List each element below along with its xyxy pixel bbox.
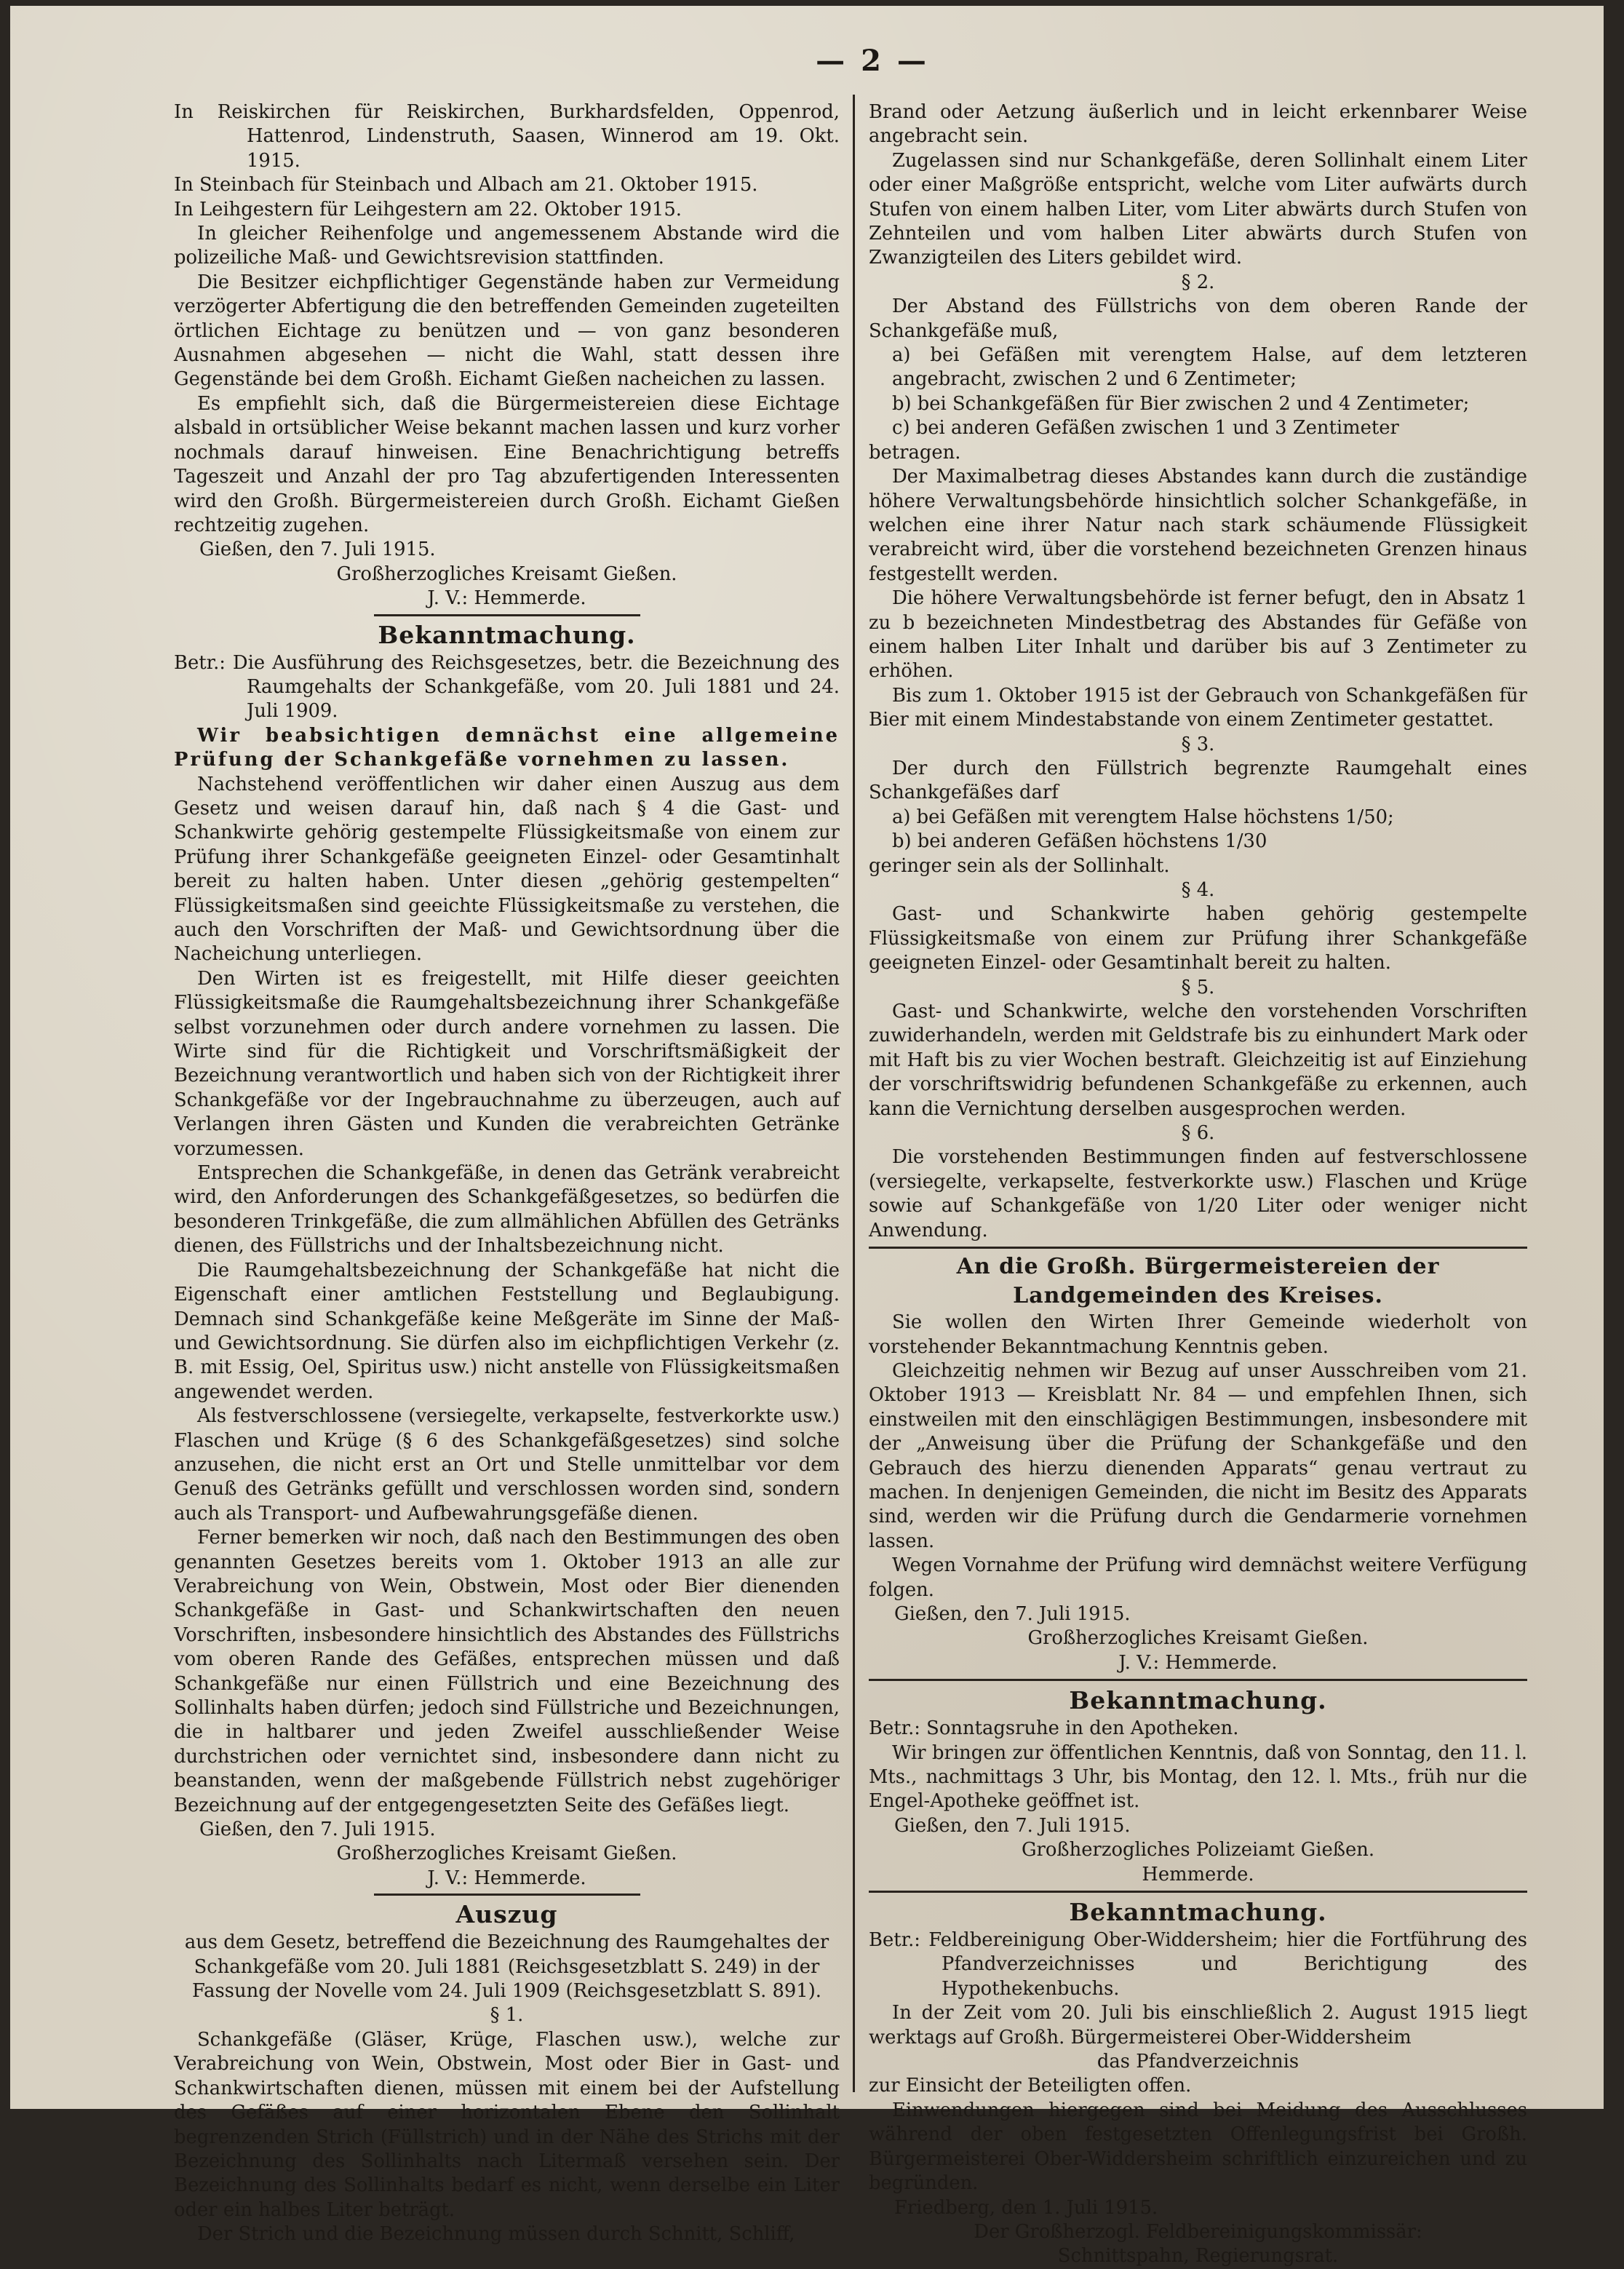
text-paragraph: Hemmerde.	[1142, 1863, 1254, 1885]
text-paragraph: Gießen, den 7. Juli 1915.	[894, 1602, 1131, 1625]
text-paragraph: a) bei Gefäßen mit verengtem Halse, auf dem letzteren angebracht, zwischen 2 und 6 Zentimeter;	[892, 344, 1527, 391]
text-paragraph: Großherzogliches Polizeiamt Gießen.	[1021, 1839, 1375, 1861]
text-paragraph: J. V.: Hemmerde.	[427, 1867, 586, 1889]
text-paragraph: Zugelassen sind nur Schankgefäße, deren Sollinhalt einem Liter oder einer Maßgröße entspricht, welche vom Liter aufwärts durch Stufen von einem halben Liter, vom Liter abwärts durch Stufen von Zehnteilen und vom halben Liter abwärts durch Stufen von Zwanzigteilen des Liters gebildet wird.	[869, 149, 1527, 269]
text-paragraph: betragen.	[869, 441, 961, 464]
text-paragraph: In Steinbach für Steinbach und Albach am 21. Oktober 1915.	[174, 174, 758, 196]
page-number: — 2 —	[816, 44, 929, 78]
text-paragraph: Friedberg, den 1. Juli 1915.	[894, 2196, 1158, 2219]
text-paragraph: J. V.: Hemmerde.	[427, 587, 586, 610]
text-paragraph: Schnittspahn, Regierungsrat.	[1057, 2245, 1339, 2268]
section-heading: Bekanntmachung.	[1069, 1898, 1327, 1927]
section-rule	[374, 614, 640, 616]
section-heading: Bekanntmachung.	[378, 620, 636, 649]
text-paragraph: Der Abstand des Füllstrichs von dem oberen Rande der Schankgefäße muß,	[869, 295, 1527, 342]
text-paragraph: Wir beabsichtigen demnächst eine allgemeine Prüfung der Schankgefäße vornehmen zu lassen.	[174, 724, 840, 771]
text-paragraph: § 5.	[1181, 976, 1215, 998]
text-paragraph: In der Zeit vom 20. Juli bis einschließlich 2. August 1915 liegt werktags auf Großh. Bürgermeisterei Ober-Widdersheim	[869, 2002, 1527, 2049]
newspaper-page	[10, 6, 1604, 2268]
text-paragraph: c) bei anderen Gefäßen zwischen 1 und 3 Zentimeter	[892, 417, 1399, 440]
text-paragraph: § 4.	[1181, 879, 1215, 901]
text-paragraph: Gast- und Schankwirte haben gehörig gestempelte Flüssigkeitsmaße von einem zur Prüfung ihrer Schankgefäße geeigneten Einzel- oder Gesamtinhalt bereit zu halten.	[869, 903, 1527, 974]
text-paragraph: Der durch den Füllstrich begrenzte Raumgehalt eines Schankgefäßes darf	[869, 757, 1527, 804]
section-heading: An die Großh. Bürgermeistereien der Landgemeinden des Kreises.	[956, 1254, 1440, 1309]
text-paragraph: Den Wirten ist es freigestellt, mit Hilfe dieser geeichten Flüssigkeitsmaße die Raumgehaltsbezeichnung ihrer Schankgefäße selbst vorzunehmen oder durch andere vornehmen zu lassen. Die Wirte sind für die Richtigkeit und Vorschriftsmäßigkeit der Bezeichnung verantwortlich und haben sich von der Richtigkeit ihrer Schankgefäße vor der Ingebrauchnahme zu überzeugen, auch auf Verlangen ihren Gästen und Kunden die verabreichten Getränke vorzumessen.	[174, 967, 840, 1160]
column-divider	[853, 95, 855, 2092]
text-paragraph: Gießen, den 7. Juli 1915.	[199, 539, 436, 561]
text-paragraph: Brand oder Aetzung äußerlich und in leicht erkennbarer Weise angebracht sein.	[869, 101, 1527, 148]
left-column	[174, 100, 840, 2246]
text-paragraph: Einwendungen hiergegen sind bei Meidung des Ausschlusses während der oben festgesetzten Offenlegungsfrist bei Großh. Bürgermeisterei Ober-Widdersheim schriftlich einzureichen und zu begründen.	[869, 2099, 1527, 2195]
text-paragraph: Ferner bemerken wir noch, daß nach den Bestimmungen des oben genannten Gesetzes bereits vom 1. Oktober 1913 an alle zur Verabreichung von Wein, Obstwein, Most oder Bier dienenden Schankgefäße in Gast- und Schankwirtschaften den neuen Vorschriften, insbesondere hinsichtlich des Abstandes des Füllstrichs vom oberen Rande des Gefäßes, entsprechen müssen und daß Schankgefäße nur einen Füllstrich und eine Bezeichnung des Sollinhalts haben dürfen; jedoch sind Füllstriche und Bezeichnungen, die in haltbarer und jeden Zweifel ausschließender Weise durchstrichen oder vernichtet sind, insbesondere dann nicht zu beanstanden, wenn der maßgebende Füllstrich nebst zugehöriger Bezeichnung auf der entgegengesetzten Seite des Gefäßes liegt.	[174, 1527, 840, 1816]
text-paragraph: Nachstehend veröffentlichen wir daher einen Auszug aus dem Gesetz und weisen darauf hin, daß nach § 4 die Gast- und Schankwirte gehörig gestempelte Flüssigkeitsmaße von einem zur Prüfung ihrer Schankgefäße geeigneten Einzel- oder Gesamtinhalt bereit zu halten haben. Unter diesen „gehörig gestempelten“ Flüssigkeitsmaßen sind geeichte Flüssigkeitsmaße zu verstehen, die auch den Vorschriften der Maß- und Gewichtsordnung über die Nacheichung unterliegen.	[174, 773, 840, 966]
text-paragraph: Großherzogliches Kreisamt Gießen.	[1027, 1627, 1369, 1650]
section-rule	[869, 1891, 1527, 1893]
text-paragraph: Betr.: Die Ausführung des Reichsgesetzes, betr. die Bezeichnung des Raumgehalts der Schankgefäße, vom 20. Juli 1881 und 24. Juli 1909.	[174, 651, 840, 723]
text-paragraph: Die Besitzer eichpflichtiger Gegenstände haben zur Vermeidung verzögerter Abfertigung die den betreffenden Gemeinden zugeteilten örtlichen Eichtage zu benützen und — von ganz besonderen Ausnahmen abgesehen — nicht die Wahl, statt dessen ihre Gegenstände bei dem Großh. Eichamt Gießen nacheichen zu lassen.	[174, 271, 840, 391]
text-paragraph: das Pfandverzeichnis	[1096, 2051, 1299, 2073]
text-paragraph: Bis zum 1. Oktober 1915 ist der Gebrauch von Schankgefäßen für Bier mit einem Mindestabstande von einem Zentimeter gestattet.	[869, 684, 1527, 731]
text-paragraph: § 1.	[490, 2004, 524, 2027]
text-paragraph: Der Großherzogl. Feldbereinigungskommissär:	[974, 2220, 1422, 2243]
text-paragraph: Gast- und Schankwirte, welche den vorstehenden Vorschriften zuwiderhandeln, werden mit Geldstrafe bis zu einhundert Mark oder mit Haft bis zu vier Wochen bestraft. Gleichzeitig ist auf Einziehung der vorschriftswidrig befundenen Schankgefäße zu erkennen, auch kann die Vernichtung derselben ausgesprochen werden.	[869, 1001, 1527, 1120]
text-paragraph: Gießen, den 7. Juli 1915.	[894, 1814, 1131, 1837]
text-paragraph: Betr.: Sonntagsruhe in den Apotheken.	[869, 1717, 1239, 1740]
text-paragraph: Wegen Vornahme der Prüfung wird demnächst weitere Verfügung folgen.	[869, 1554, 1527, 1601]
text-paragraph: § 3.	[1181, 733, 1215, 755]
text-paragraph: J. V.: Hemmerde.	[1118, 1651, 1278, 1674]
text-paragraph: Die höhere Verwaltungsbehörde ist ferner befugt, den in Absatz 1 zu b bezeichneten Mindestbetrag des Abstandes für Gefäße von einem halben Liter Inhalt und darüber bis auf 3 Zentimeter zu erhöhen.	[869, 587, 1527, 683]
text-paragraph: geringer sein als der Sollinhalt.	[869, 854, 1170, 877]
section-heading: Bekanntmachung.	[1069, 1686, 1327, 1715]
text-paragraph: zur Einsicht der Beteiligten offen.	[869, 2075, 1192, 2097]
text-paragraph: b) bei anderen Gefäßen höchstens 1/30	[892, 830, 1267, 853]
text-paragraph: In Leihgestern für Leihgestern am 22. Oktober 1915.	[174, 198, 682, 220]
section-heading: Auszug	[455, 1900, 558, 1929]
text-paragraph: Sie wollen den Wirten Ihrer Gemeinde wiederholt von vorstehender Bekanntmachung Kenntnis geben.	[869, 1311, 1527, 1358]
right-column	[869, 100, 1527, 2268]
text-paragraph: Als festverschlossene (versiegelte, verkapselte, festverkorkte usw.) Flaschen und Krüge (§ 6 des Schankgefäßgesetzes) sind solche anzusehen, die nicht erst an Ort und Stelle unmittelbar vor dem Genuß des Getränks gefüllt und verschlossen worden sind, sondern auch als Transport- und Aufbewahrungsgefäße dienen.	[174, 1405, 840, 1525]
text-paragraph: Betr.: Feldbereinigung Ober-Widdersheim; hier die Fortführung des Pfandverzeichnisses und Berichtigung des Hypothekenbuchs.	[869, 1929, 1527, 2000]
text-paragraph: § 2.	[1181, 271, 1215, 293]
text-paragraph: In Reiskirchen für Reiskirchen, Burkhardsfelden, Oppenrod, Hattenrod, Lindenstruth, Saasen, Winnerod am 19. Okt. 1915.	[174, 101, 840, 172]
text-paragraph: Entsprechen die Schankgefäße, in denen das Getränk verabreicht wird, den Anforderungen des Schankgefäßgesetzes, so bedürfen die besonderen Trinkgefäße, die zum allmählichen Abfüllen des Getränks dienen, des Füllstrichs und der Inhaltsbezeichnung nicht.	[174, 1162, 840, 1257]
section-rule	[869, 1679, 1527, 1681]
section-rule	[374, 1894, 640, 1896]
text-paragraph: aus dem Gesetz, betreffend die Bezeichnung des Raumgehaltes der Schankgefäße vom 20. Juli 1881 (Reichsgesetzblatt S. 249) in der Fassung der Novelle vom 24. Juli 1909 (Reichsgesetzblatt S. 891).	[184, 1931, 829, 2003]
text-paragraph: b) bei Schankgefäßen für Bier zwischen 2 und 4 Zentimeter;	[892, 392, 1470, 415]
text-paragraph: Großherzogliches Kreisamt Gießen.	[336, 563, 677, 585]
text-paragraph: Der Maximalbetrag dieses Abstandes kann durch die zuständige höhere Verwaltungsbehörde hinsichtlich solcher Schankgefäße, in welchen eine ihrer Natur nach stark schäumende Flüssigkeit verabreicht wird, über die vorstehend bezeichneten Grenzen hinaus festgestellt werden.	[869, 466, 1527, 585]
text-paragraph: Großherzogliches Kreisamt Gießen.	[336, 1843, 677, 1865]
text-paragraph: Die Raumgehaltsbezeichnung der Schankgefäße hat nicht die Eigenschaft einer amtlichen Feststellung und Beglaubigung. Demnach sind Schankgefäße keine Meßgeräte im Sinne der Maß- und Gewichtsordnung. Sie dürfen also im eichpflichtigen Verkehr (z. B. mit Essig, Oel, Spiritus usw.) nicht anstelle von Flüssigkeitsmaßen angewendet werden.	[174, 1259, 840, 1403]
text-paragraph: Gleichzeitig nehmen wir Bezug auf unser Ausschreiben vom 21. Oktober 1913 — Kreisblatt Nr. 84 — und empfehlen Ihnen, sich einstweilen mit den einschlägigen Bestimmungen, insbesondere mit der „Anweisung über die Prüfung der Schankgefäße und den Gebrauch des hierzu dienenden Apparats“ genau vertraut zu machen. In denjenigen Gemeinden, die nicht im Besitz des Apparats sind, werden wir die Prüfung durch die Gendarmerie vornehmen lassen.	[869, 1359, 1527, 1552]
text-paragraph: Wir bringen zur öffentlichen Kenntnis, daß von Sonntag, den 11. l. Mts., nachmittags 3 Uhr, bis Montag, den 12. l. Mts., früh nur die Engel-Apotheke geöffnet ist.	[869, 1741, 1527, 1813]
text-paragraph: In gleicher Reihenfolge und angemessenem Abstande wird die polizeiliche Maß- und Gewichtsrevision stattfinden.	[174, 223, 840, 269]
section-rule	[869, 1247, 1527, 1249]
text-paragraph: Schankgefäße (Gläser, Krüge, Flaschen usw.), welche zur Verabreichung von Wein, Obstwein, Most oder Bier in Gast- und Schankwirtschaften dienen, müssen mit einem bei der Aufstellung des Gefäßes auf einer horizontalen Ebene den Sollinhalt begrenzenden Strich (Füllstrich) und in der Nähe des Strichs mit der Bezeichnung des Sollinhalts nach Litermaß versehen sein. Der Bezeichnung des Sollinhalts bedarf es nicht, wenn derselbe ein Liter oder ein halbes Liter beträgt.	[174, 2028, 840, 2221]
text-paragraph: Es empfiehlt sich, daß die Bürgermeistereien diese Eichtage alsbald in ortsüblicher Weise bekannt machen lassen und kurz vorher nochmals darauf hinweisen. Eine Benachrichtigung betreffs Tageszeit und Anzahl der pro Tag abzufertigenden Interessenten wird den Großh. Bürgermeistereien durch Großh. Eichamt Gießen rechtzeitig zugehen.	[174, 392, 840, 536]
text-paragraph: Der Strich und die Bezeichnung müssen durch Schnitt, Schliff,	[197, 2223, 795, 2246]
text-paragraph: Gießen, den 7. Juli 1915.	[199, 1819, 436, 1841]
text-paragraph: a) bei Gefäßen mit verengtem Halse höchstens 1/50;	[892, 806, 1394, 828]
text-paragraph: Die vorstehenden Bestimmungen finden auf festverschlossene (versiegelte, verkapselte, festverkorkte usw.) Flaschen und Krüge sowie auf Schankgefäße von 1/20 Liter oder weniger nicht Anwendung.	[869, 1146, 1527, 1241]
text-paragraph: § 6.	[1181, 1122, 1215, 1145]
